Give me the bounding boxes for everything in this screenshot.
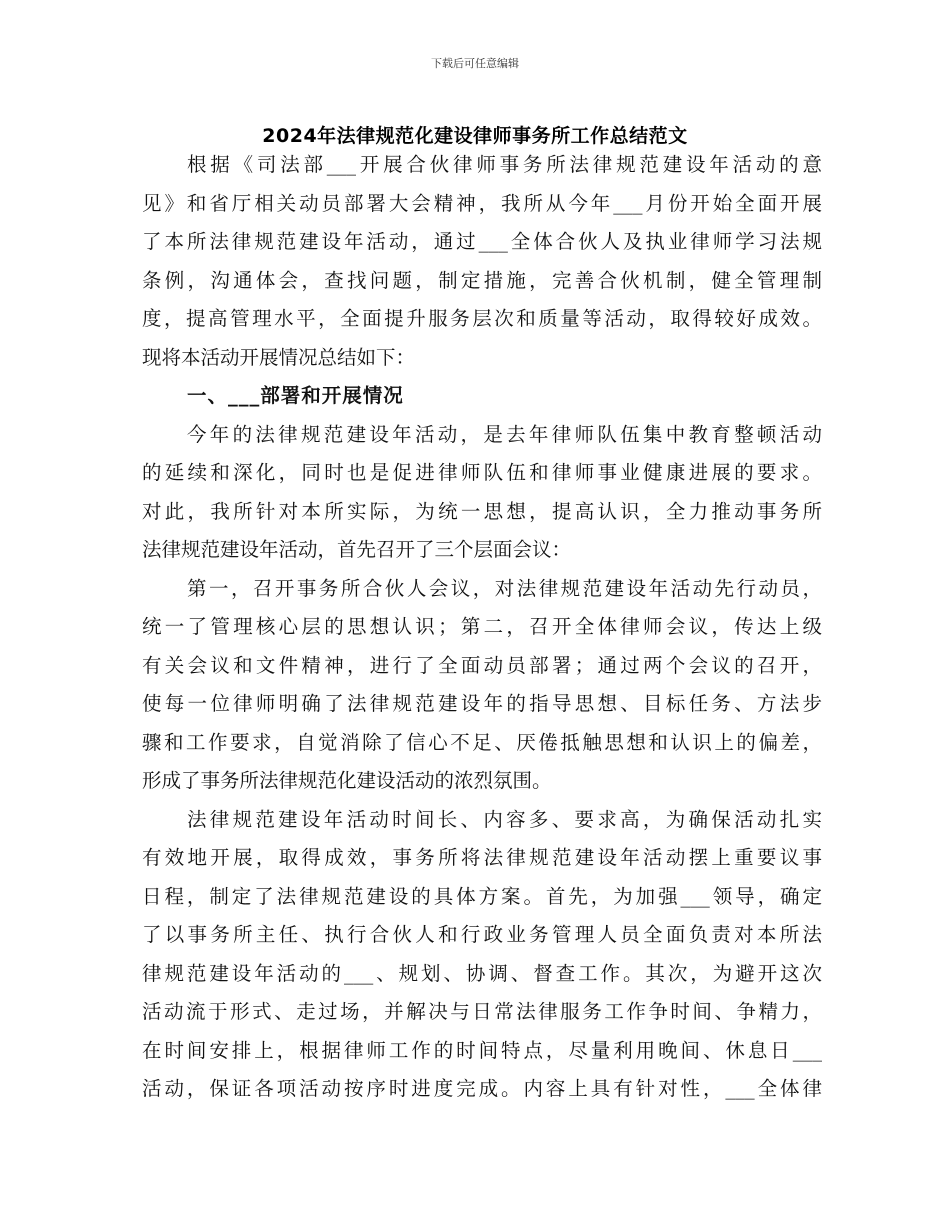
paragraph-line: 活动流于形式、走过场，并解决与日常法律服务工作争时间、争精力， [142,1000,822,1023]
paragraph-line: 在时间安排上，根据律师工作的时间特点，尽量利用晚间、休息日___ [142,1038,822,1062]
paragraph-line: 第一，召开事务所合伙人会议，对法律规范建设年活动先行动员， [187,576,822,600]
paragraph-line: 现将本活动开展情况总结如下： [142,345,416,369]
paragraph-line: 条例，沟通体会，查找问题，制定措施，完善合伙机制，健全管理制 [142,268,822,292]
paragraph-line: 使每一位律师明确了法律规范建设年的指导思想、目标任务、方法步 [142,692,822,715]
paragraph-line: 了本所法律规范建设年活动，通过___全体合伙人及执业律师学习法规 [142,230,822,253]
paragraph-line: 有关会议和文件精神，进行了全面动员部署；通过两个会议的召开， [142,653,822,677]
paragraph-line: 法律规范建设年活动，首先召开了三个层面会议： [142,538,572,561]
paragraph-line: 见》和省厅相关动员部署大会精神，我所从今年___月份开始全面开展 [142,191,822,215]
paragraph-line: 度，提高管理水平，全面提升服务层次和质量等活动，取得较好成效。 [142,307,822,330]
paragraph-line: 形成了事务所法律规范化建设活动的浓烈氛围。 [142,769,552,792]
paragraph-line: 对此，我所针对本所实际，为统一思想，提高认识，全力推动事务所 [142,499,822,523]
paragraph-line: 的延续和深化，同时也是促进律师队伍和律师事业健康进展的要求。 [142,461,822,484]
paragraph-line: 统一了管理核心层的思想认识；第二，召开全体律师会议，传达上级 [142,615,822,638]
document-body [142,146,822,1109]
paragraph-line: 活动，保证各项活动按序时进度完成。内容上具有针对性，___全体律 [142,1077,822,1100]
paragraph-line: 律规范建设年活动的___、规划、协调、督查工作。其次，为避开这次 [142,961,822,985]
paragraph-line: 有效地开展，取得成效，事务所将法律规范建设年活动摆上重要议事 [142,846,822,869]
document-title: 2024年法律规范化建设律师事务所工作总结范文 [262,125,688,147]
paragraph-line: 根据《司法部___开展合伙律师事务所法律规范建设年活动的意 [187,153,822,176]
paragraph-line: 骤和工作要求，自觉消除了信心不足、厌倦抵触思想和认识上的偏差， [142,730,822,754]
paragraph-line: 今年的法律规范建设年活动，是去年律师队伍集中教育整顿活动 [187,422,822,446]
paragraph-line: 法律规范建设年活动时间长、内容多、要求高，为确保活动扎实 [187,807,822,831]
section-heading: 一、___部署和开展情况 [187,384,404,407]
paragraph-line: 了以事务所主任、执行合伙人和行政业务管理人员全面负责对本所法 [142,923,822,946]
paragraph-line: 日程，制定了法律规范建设的具体方案。首先，为加强___领导，确定 [142,884,822,908]
page-header: 下载后可任意编辑 [431,57,519,70]
